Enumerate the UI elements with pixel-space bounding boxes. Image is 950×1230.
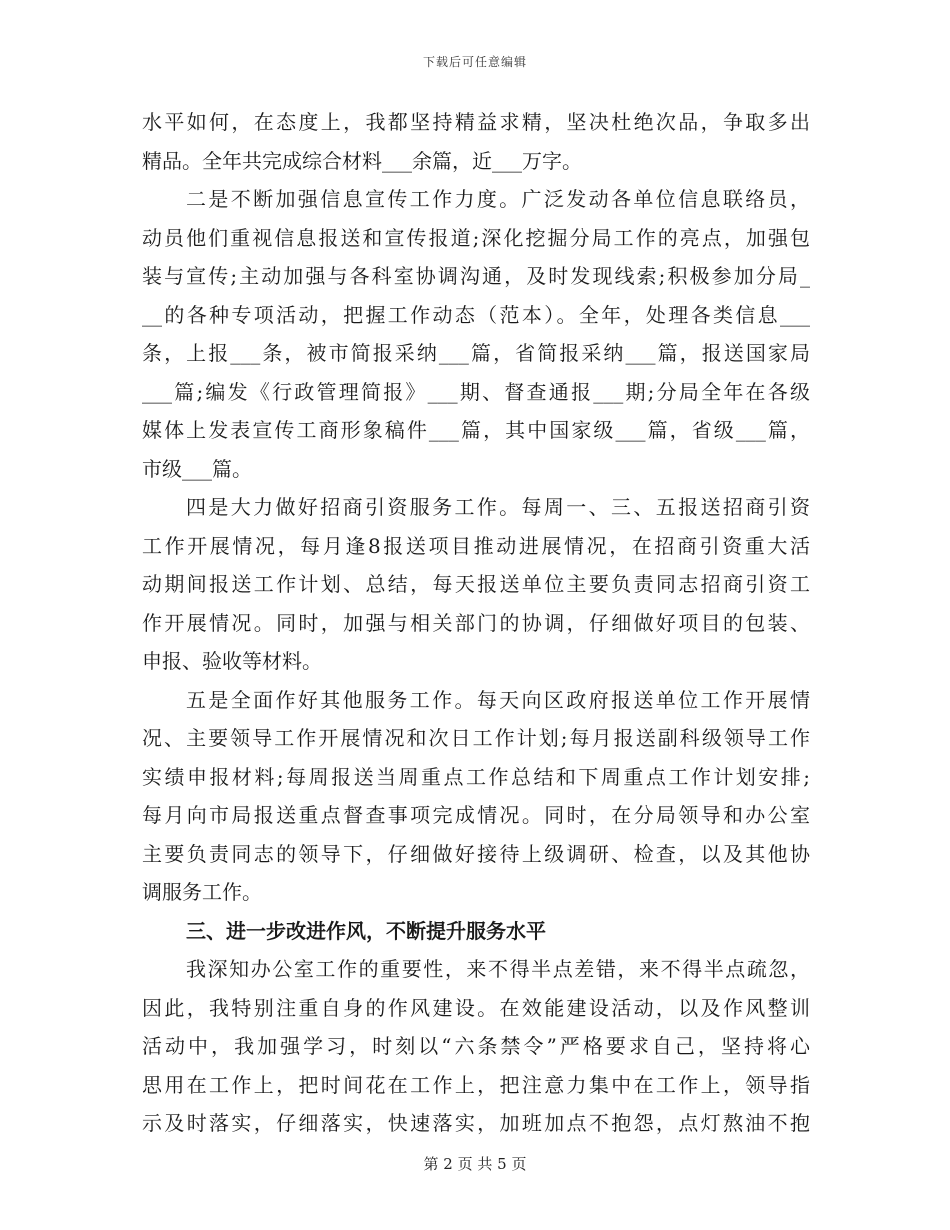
paragraph: [142, 950, 810, 1143]
paragraph: [142, 180, 810, 488]
text-line: 实绩申报材料;每周报送当周重点工作总结和下周重点工作计划安排;: [142, 764, 810, 789]
text-line: 活动中，我加强学习，时刻以“六条禁令”严格要求自己，坚持将心: [142, 1034, 810, 1058]
text-line: 申报、验收等材料。: [142, 649, 322, 673]
text-line: 动期间报送工作计划、总结，每天报送单位主要负责同志招商引资工: [142, 572, 810, 596]
text-line: 条，上报___条，被市简报采纳___篇，省简报采纳___篇，报送国家局: [142, 341, 810, 365]
text-line: 况、主要领导工作开展情况和次日工作计划;每月报送副科级领导工作: [142, 726, 810, 750]
paragraph: [142, 103, 810, 180]
paragraph: [142, 681, 810, 912]
document-body: [142, 103, 810, 1143]
text-line: 思用在工作上，把时间花在工作上，把注意力集中在工作上，领导指: [142, 1072, 810, 1097]
text-line: __的各种专项活动，把握工作动态（范本）。全年，处理各类信息___: [142, 302, 810, 327]
text-line: 二是不断加强信息宣传工作力度。广泛发动各单位信息联络员，: [186, 187, 810, 211]
text-line: 调服务工作。: [142, 880, 262, 904]
text-line: 精品。全年共完成综合材料___余篇，近___万字。: [142, 148, 582, 173]
text-line: 五是全面作好其他服务工作。每天向区政府报送单位工作开展情: [186, 687, 810, 712]
text-line: 作开展情况。同时，加强与相关部门的协调，仔细做好项目的包装、: [142, 610, 810, 635]
text-line: 我深知办公室工作的重要性，来不得半点差错，来不得半点疏忽，: [186, 957, 810, 981]
text-line: 主要负责同志的领导下，仔细做好接待上级调研、检查，以及其他协: [142, 841, 810, 866]
text-line: 工作开展情况，每月逢8报送项目推动进展情况，在招商引资重大活: [142, 533, 810, 558]
paragraph: [142, 488, 810, 681]
page-number: 第 2 页 共 5 页: [423, 1155, 527, 1173]
text-line: 市级___篇。: [142, 456, 252, 481]
text-line: 动员他们重视信息报送和宣传报道;深化挖掘分局工作的亮点，加强包: [142, 225, 810, 250]
text-line: 水平如何，在态度上，我都坚持精益求精，坚决杜绝次品，争取多出: [142, 110, 810, 134]
text-line: 每月向市局报送重点督查事项完成情况。同时，在分局领导和办公室: [142, 803, 810, 827]
text-line: ___篇;编发《行政管理简报》___期、督查通报___期;分局全年在各级: [142, 379, 810, 404]
text-line: 装与宣传;主动加强与各科室协调沟通，及时发现线索;积极参加分局_: [142, 264, 810, 288]
text-line: 因此，我特别注重自身的作风建设。在效能建设活动，以及作风整训: [142, 995, 810, 1020]
text-line: 四是大力做好招商引资服务工作。每周一、三、五报送招商引资: [186, 495, 810, 519]
text-line: 媒体上发表宣传工商形象稿件___篇，其中国家级___篇，省级___篇，: [142, 418, 810, 442]
text-line: 示及时落实，仔细落实，快速落实，加班加点不抱怨，点灯熬油不抱: [142, 1111, 810, 1135]
section-heading-text: 三、进一步改进作风，不断提升服务水平: [186, 918, 546, 943]
page-header: 下载后可任意编辑: [422, 55, 527, 69]
section-heading: [142, 912, 810, 951]
